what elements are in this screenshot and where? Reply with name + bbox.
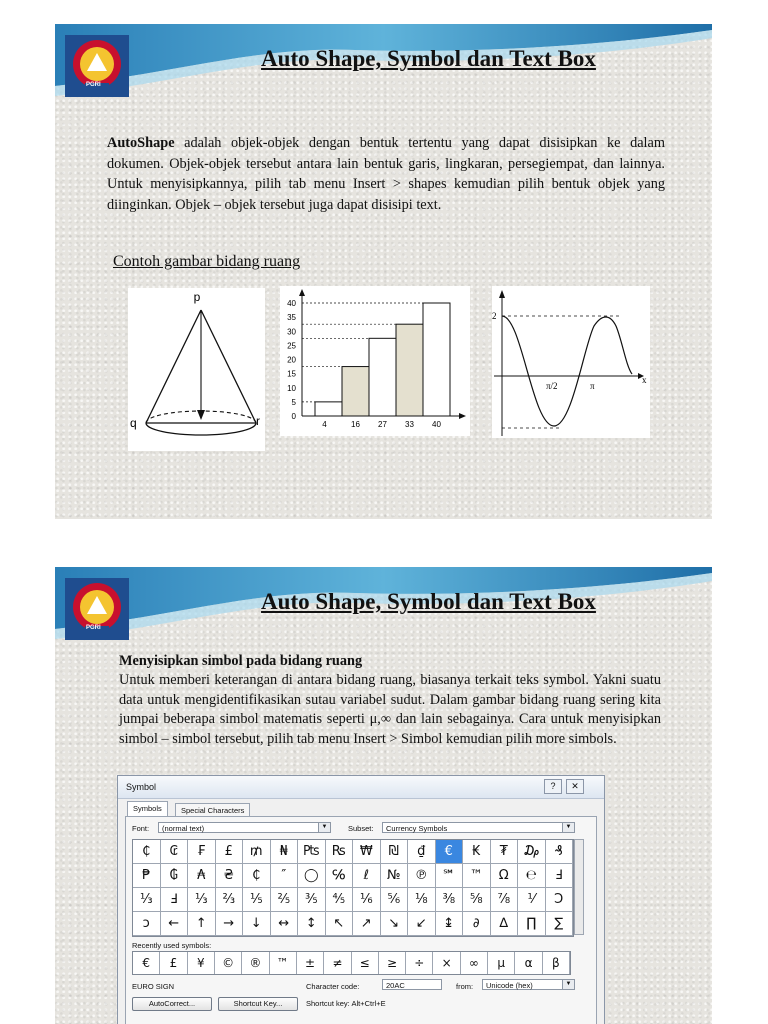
- from-select-value: Unicode (hex): [486, 981, 533, 990]
- shortcut-key-button[interactable]: Shortcut Key...: [218, 997, 298, 1011]
- symbol-cell[interactable]: ⅔: [216, 888, 244, 912]
- subset-label: Subset:: [348, 824, 374, 833]
- recent-symbol-cell[interactable]: ®: [242, 952, 269, 974]
- logo-text: PGRI: [86, 625, 101, 631]
- symbol-cell[interactable]: ⅓: [188, 888, 216, 912]
- recent-symbol-cell[interactable]: ™: [270, 952, 297, 974]
- character-code-input[interactable]: 20AC: [382, 979, 442, 990]
- symbol-cell[interactable]: ₦: [271, 840, 299, 864]
- dialog-titlebar: [118, 776, 604, 799]
- x-tick-label: 27: [378, 420, 387, 429]
- symbol-cell[interactable]: ⅙: [353, 888, 381, 912]
- symbols-tab-panel: [125, 816, 597, 1024]
- symbol-cell[interactable]: ∆: [491, 912, 519, 936]
- figure-subheading: Contoh gambar bidang ruang: [113, 253, 301, 270]
- y-tick-label: 20: [287, 355, 296, 365]
- tab-symbols[interactable]: Symbols: [127, 801, 168, 817]
- recent-symbol-cell[interactable]: α: [515, 952, 542, 974]
- font-select-value: (normal text): [162, 824, 205, 833]
- symbol-cell[interactable]: ⅖: [271, 888, 299, 912]
- cone-label-p: p: [193, 290, 201, 304]
- symbol-grid-scrollbar[interactable]: [574, 839, 584, 935]
- symbol-cell[interactable]: Ⅎ: [161, 888, 189, 912]
- symbol-cell[interactable]: ⅗: [298, 888, 326, 912]
- symbol-cell[interactable]: Ⅎ: [546, 864, 574, 888]
- symbol-cell[interactable]: ∑: [546, 912, 574, 936]
- wave-pi-label: π: [590, 381, 595, 391]
- cone-label-q: q: [130, 416, 137, 430]
- recent-symbol-cell[interactable]: €: [133, 952, 160, 974]
- recent-symbol-cell[interactable]: β: [543, 952, 570, 974]
- symbol-cell[interactable]: ™: [463, 864, 491, 888]
- symbol-cell[interactable]: ↄ: [133, 912, 161, 936]
- autocorrect-button[interactable]: AutoCorrect...: [132, 997, 212, 1011]
- help-button[interactable]: ?: [544, 779, 562, 794]
- y-tick-label: 30: [287, 327, 296, 337]
- symbol-cell[interactable]: ℠: [436, 864, 464, 888]
- tab-special-characters[interactable]: Special Characters: [175, 803, 250, 817]
- wave-halfpi-label: π/2: [546, 381, 558, 391]
- slide-1: [55, 24, 712, 519]
- recent-symbol-cell[interactable]: ¥: [188, 952, 215, 974]
- symbol-cell[interactable]: ₲: [161, 864, 189, 888]
- recent-symbol-cell[interactable]: ≤: [352, 952, 379, 974]
- recent-symbol-cell[interactable]: ÷: [406, 952, 433, 974]
- y-tick-label: 40: [287, 299, 296, 308]
- symbol-paragraph: Untuk memberi keterangan di antara bidang ruang, biasanya terkait teks symbol. Yakni suatu data untuk mengidentifikasikan sutau variabel sudut. Dalam gambar bidang ruang sering kita jumpai beberapa simbol matematis seperti μ,∞ dan lain sebagainya. Cara untuk menyisipkan simbol – simbol tersebut, pilih tab menu Insert > Simbol kemudian pilih more simbols.: [119, 672, 661, 748]
- x-axis-arrow: [459, 413, 466, 419]
- character-name: EURO SIGN: [132, 982, 175, 991]
- autoshape-description: adalah objek-objek dengan bentuk tertentu yang dapat disisipkan ke dalam dokumen. Objek-objek tersebut antara lain bentuk garis, lingkaran, persegiempat, dan lainnya. Untuk menyisipkannya, pilih tab menu Insert > shapes kemudian pilih bentuk objek yang diinginkan. Objek – objek tersebut juga dapat disisipi text.: [107, 135, 665, 213]
- recent-symbol-cell[interactable]: ×: [433, 952, 460, 974]
- slide-title: Auto Shape, Symbol dan Text Box: [261, 46, 596, 71]
- y-axis-arrow: [299, 289, 305, 296]
- symbol-cell[interactable]: ₵: [133, 840, 161, 864]
- symbol-cell[interactable]: ₣: [188, 840, 216, 864]
- chevron-down-icon: ▼: [318, 823, 330, 832]
- recent-symbol-cell[interactable]: ±: [297, 952, 324, 974]
- symbol-cell[interactable]: ↙: [408, 912, 436, 936]
- symbol-cell[interactable]: ℅: [326, 864, 354, 888]
- bar: [423, 303, 450, 416]
- symbol-cell[interactable]: ₢: [161, 840, 189, 864]
- sine-figure: [492, 286, 650, 438]
- y-tick-label: 15: [287, 369, 296, 379]
- symbol-cell[interactable]: ⅝: [463, 888, 491, 912]
- symbol-cell[interactable]: ₭: [463, 840, 491, 864]
- slide-title: Auto Shape, Symbol dan Text Box: [261, 589, 596, 614]
- symbol-grid: [132, 839, 574, 937]
- bar: [369, 338, 396, 416]
- font-select[interactable]: [158, 822, 331, 833]
- bar: [342, 367, 369, 416]
- symbol-cell[interactable]: ₪: [381, 840, 409, 864]
- recent-symbol-cell[interactable]: £: [160, 952, 187, 974]
- symbol-cell[interactable]: ↘: [381, 912, 409, 936]
- symbol-cell[interactable]: £: [216, 840, 244, 864]
- autoshape-paragraph: [107, 133, 665, 215]
- bar: [396, 324, 423, 416]
- x-tick-label: 33: [405, 420, 414, 429]
- symbol-cell[interactable]: ℓ: [353, 864, 381, 888]
- autoshape-term: AutoShape: [107, 135, 175, 151]
- y-tick-label: 0: [291, 412, 296, 421]
- symbol-cell[interactable]: ₨: [326, 840, 354, 864]
- symbol-cell[interactable]: ⅓: [133, 888, 161, 912]
- x-tick-label: 40: [432, 420, 441, 429]
- subset-select[interactable]: [382, 822, 575, 833]
- symbol-cell[interactable]: Ω: [491, 864, 519, 888]
- cone-label-r: r: [256, 414, 260, 428]
- symbol-cell[interactable]: ↔: [271, 912, 299, 936]
- symbol-dialog: [117, 775, 605, 1024]
- symbol-cell[interactable]: ℗: [408, 864, 436, 888]
- symbol-cell[interactable]: €: [436, 840, 464, 864]
- x-tick-label: 16: [351, 420, 360, 429]
- wave-x-label: x: [642, 375, 647, 385]
- recent-symbol-cell[interactable]: ©: [215, 952, 242, 974]
- symbol-cell[interactable]: ″: [271, 864, 299, 888]
- y-tick-label: 25: [287, 341, 296, 351]
- chevron-down-icon: ▼: [562, 823, 574, 832]
- symbol-heading: Menyisipkan simbol pada bidang ruang: [119, 653, 363, 669]
- symbol-cell[interactable]: ⅚: [381, 888, 409, 912]
- shortcut-key-text: Shortcut key: Alt+Ctrl+E: [306, 999, 386, 1008]
- symbol-cell[interactable]: ⅛: [408, 888, 436, 912]
- dialog-title: Symbol: [126, 782, 157, 792]
- symbol-cell[interactable]: ₫: [408, 840, 436, 864]
- symbol-cell[interactable]: ↗: [353, 912, 381, 936]
- symbol-cell[interactable]: №: [381, 864, 409, 888]
- bar-chart-figure: [280, 286, 470, 436]
- y-tick-label: 35: [287, 313, 296, 323]
- symbol-cell[interactable]: ↕: [298, 912, 326, 936]
- university-logo: [65, 35, 129, 97]
- symbol-cell[interactable]: ⅕: [243, 888, 271, 912]
- university-logo: [65, 578, 129, 640]
- y-tick-label: 5: [291, 397, 296, 407]
- symbol-cell[interactable]: ₱: [133, 864, 161, 888]
- symbol-cell[interactable]: ₩: [353, 840, 381, 864]
- symbol-cell[interactable]: ⅘: [326, 888, 354, 912]
- slide-2: [55, 567, 712, 1024]
- symbol-cell[interactable]: →: [216, 912, 244, 936]
- symbol-cell[interactable]: ₵: [243, 864, 271, 888]
- symbol-cell[interactable]: ⅟: [518, 888, 546, 912]
- symbol-cell[interactable]: ₧: [298, 840, 326, 864]
- symbol-cell[interactable]: ⅞: [491, 888, 519, 912]
- symbol-cell[interactable]: ℮: [518, 864, 546, 888]
- from-select[interactable]: [482, 979, 575, 990]
- symbol-cell[interactable]: ₮: [491, 840, 519, 864]
- symbol-cell[interactable]: ∏: [518, 912, 546, 936]
- recent-symbol-cell[interactable]: ∞: [461, 952, 488, 974]
- bar: [315, 402, 342, 416]
- symbol-cell[interactable]: ₰: [546, 840, 574, 864]
- symbol-cell[interactable]: ↓: [243, 912, 271, 936]
- symbol-cell[interactable]: ↨: [436, 912, 464, 936]
- x-tick-label: 4: [322, 420, 327, 429]
- recent-symbols-label: Recently used symbols:: [132, 941, 212, 950]
- y-tick-label: 10: [287, 383, 296, 393]
- close-button[interactable]: ✕: [566, 779, 584, 794]
- symbol-cell[interactable]: ↑: [188, 912, 216, 936]
- from-label: from:: [456, 982, 474, 991]
- cone-figure: [128, 288, 265, 451]
- symbol-cell[interactable]: ₯: [518, 840, 546, 864]
- symbol-cell[interactable]: ∂: [463, 912, 491, 936]
- symbol-cell[interactable]: ₳: [188, 864, 216, 888]
- symbol-cell[interactable]: Ↄ: [546, 888, 574, 912]
- recent-symbol-cell[interactable]: ≠: [324, 952, 351, 974]
- symbol-cell[interactable]: ₥: [243, 840, 271, 864]
- font-label: Font:: [132, 824, 150, 833]
- chevron-down-icon: ▼: [562, 980, 574, 989]
- symbol-cell[interactable]: ◯: [298, 864, 326, 888]
- symbol-cell[interactable]: ⅜: [436, 888, 464, 912]
- character-code-label: Character code:: [306, 982, 360, 991]
- recent-symbols-row: [132, 951, 571, 975]
- subset-select-value: Currency Symbols: [386, 824, 448, 833]
- bar-chart: [280, 286, 470, 436]
- symbol-cell[interactable]: ₴: [216, 864, 244, 888]
- logo-text: PGRI: [86, 82, 101, 88]
- symbol-cell[interactable]: ←: [161, 912, 189, 936]
- symbol-cell[interactable]: ↖: [326, 912, 354, 936]
- recent-symbol-cell[interactable]: μ: [488, 952, 515, 974]
- wave-y-label: 2: [492, 311, 497, 321]
- recent-symbol-cell[interactable]: ≥: [379, 952, 406, 974]
